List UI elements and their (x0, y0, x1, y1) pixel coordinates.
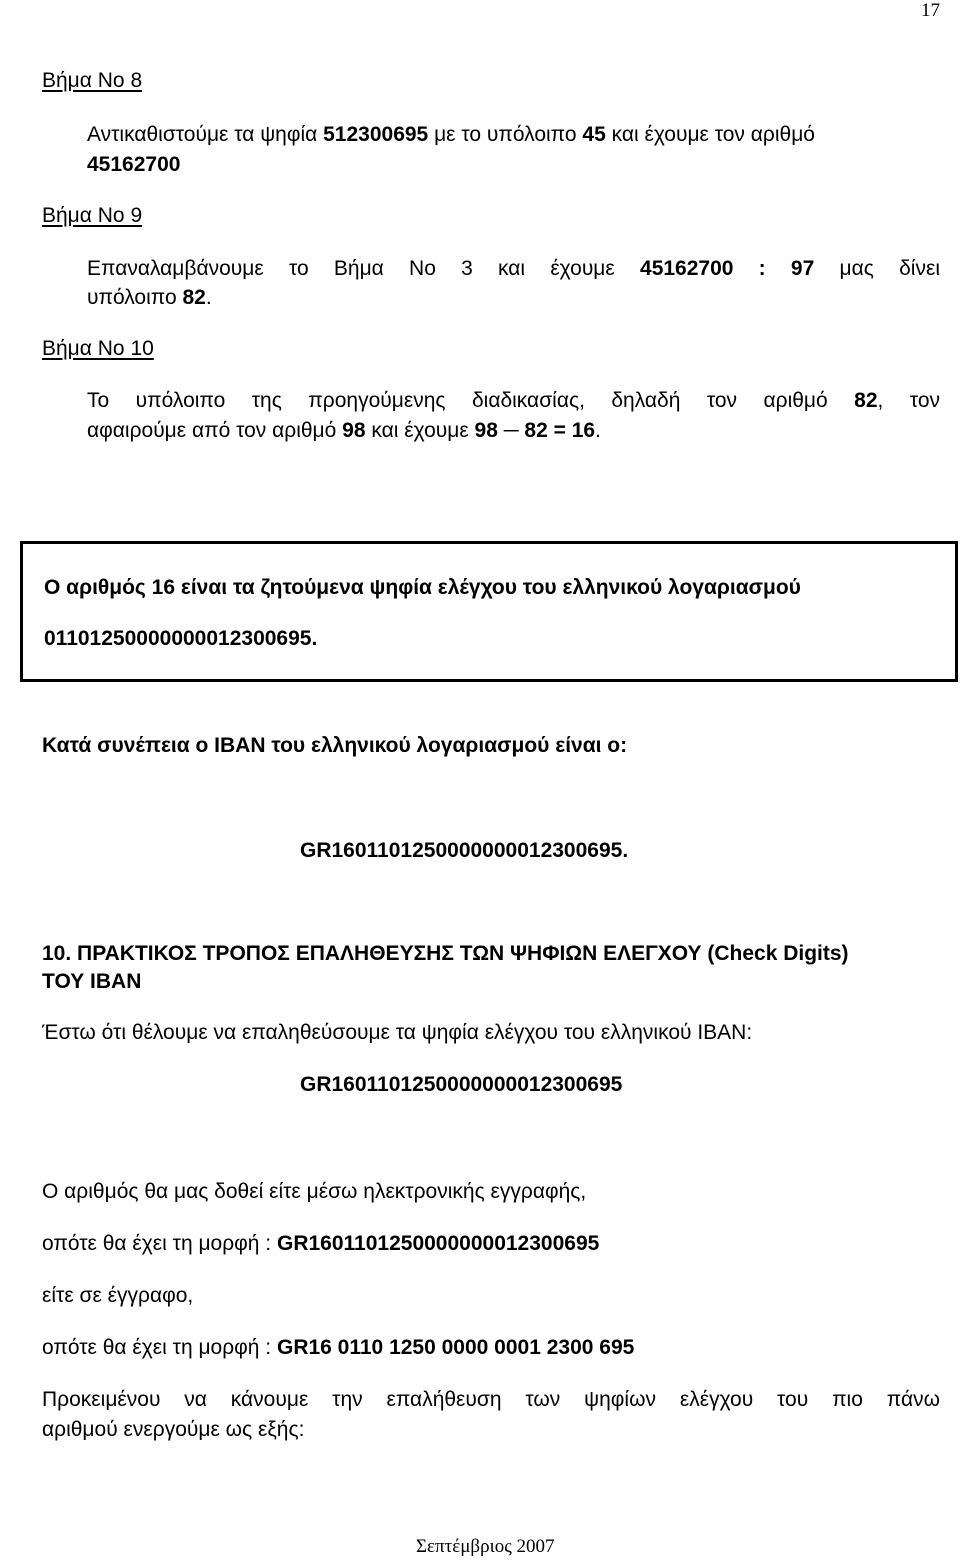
result-box-line-2: 01101250000000012300695. (44, 627, 318, 650)
step-9-line-1 (87, 257, 940, 281)
text: υπόλοιπο (87, 286, 183, 309)
step-10-line-1 (87, 389, 940, 413)
given-line: Ο αριθμός θα μας δοθεί είτε μέσω ηλεκτρονικής εγγραφής, (42, 1180, 587, 1203)
text: και έχουμε τον αριθμό (605, 123, 815, 146)
text: Επαναλαμβάνουμε το Βήμα Νο 3 και έχουμε (87, 257, 641, 280)
text: Το υπόλοιπο της προηγούμενης διαδικασίας, δηλαδή τον αριθμό (87, 389, 855, 412)
section-10-heading-line-2: ΤΟΥ IBAN (42, 970, 142, 993)
form-label: οπότε θα έχει τη μορφή : (42, 1232, 277, 1255)
conclusion-iban: GR1601101250000000012300695. (300, 839, 629, 862)
text: μας δίνει (814, 257, 940, 280)
form-label: οπότε θα έχει τη μορφή : (42, 1336, 277, 1359)
step-8-heading: Βήμα Νο 8 (42, 69, 143, 92)
closing-line-1: Προκειμένου να κάνουμε την επαλήθευση των ψηφίων ελέγχου του πιο πάνω (42, 1388, 940, 1411)
number: 45162700 (87, 153, 181, 176)
text: με το υπόλοιπο (428, 123, 583, 146)
number: 82 (854, 389, 878, 412)
section-10-intro: Έστω ότι θέλουμε να επαληθεύσουμε τα ψηφία ελέγχου του ελληνικού IBAN: (42, 1021, 753, 1044)
result-box (20, 541, 958, 682)
conclusion-line: Κατά συνέπεια ο IBAN του ελληνικού λογαριασμού είναι ο: (42, 734, 628, 757)
equation: 98 ─ 82 = 16 (474, 419, 596, 442)
step-8-line-2 (87, 153, 180, 177)
section-10-iban: GR1601101250000000012300695 (300, 1073, 623, 1096)
iban-document: GR16 0110 1250 0000 0001 2300 695 (276, 1336, 635, 1359)
footer-date: Σεπτέμβριος 2007 (416, 1536, 555, 1557)
closing-line-2: αριθμού ενεργούμε ως εξής: (42, 1418, 305, 1441)
number: 512300695 (323, 123, 429, 146)
step-8-line-1 (87, 123, 815, 147)
or-document-line: είτε σε έγγραφο, (42, 1284, 194, 1307)
number: 45162700 : 97 (640, 257, 815, 280)
text: . (595, 419, 601, 442)
step-10-line-2 (87, 419, 601, 443)
section-10-heading-line-1: 10. ΠΡΑΚΤΙΚΟΣ ΤΡΟΠΟΣ ΕΠΑΛΗΘΕΥΣΗΣ ΤΩΝ ΨΗΦΙΩΝ ΕΛΕΓΧΟΥ (Check Digits) (42, 942, 849, 965)
page-number: 17 (921, 0, 940, 21)
step-9-line-2 (87, 286, 212, 310)
text: αφαιρούμε από τον αριθμό (87, 419, 343, 442)
number: 45 (582, 123, 606, 146)
result-box-line-1: Ο αριθμός 16 είναι τα ζητούμενα ψηφία ελέγχου του ελληνικού λογαριασμού (44, 576, 801, 599)
text: Αντικαθιστούμε τα ψηφία (87, 123, 324, 146)
number: 98 (342, 419, 366, 442)
iban-electronic: GR1601101250000000012300695 (276, 1232, 600, 1255)
number: 82 (182, 286, 206, 309)
form-electronic-line (42, 1232, 599, 1256)
step-9-heading: Βήμα Νο 9 (42, 204, 143, 227)
step-10-heading: Βήμα Νο 10 (42, 337, 154, 360)
text: , τον (877, 389, 940, 412)
text: και έχουμε (365, 419, 475, 442)
text: . (205, 286, 212, 309)
form-document-line (42, 1336, 634, 1360)
